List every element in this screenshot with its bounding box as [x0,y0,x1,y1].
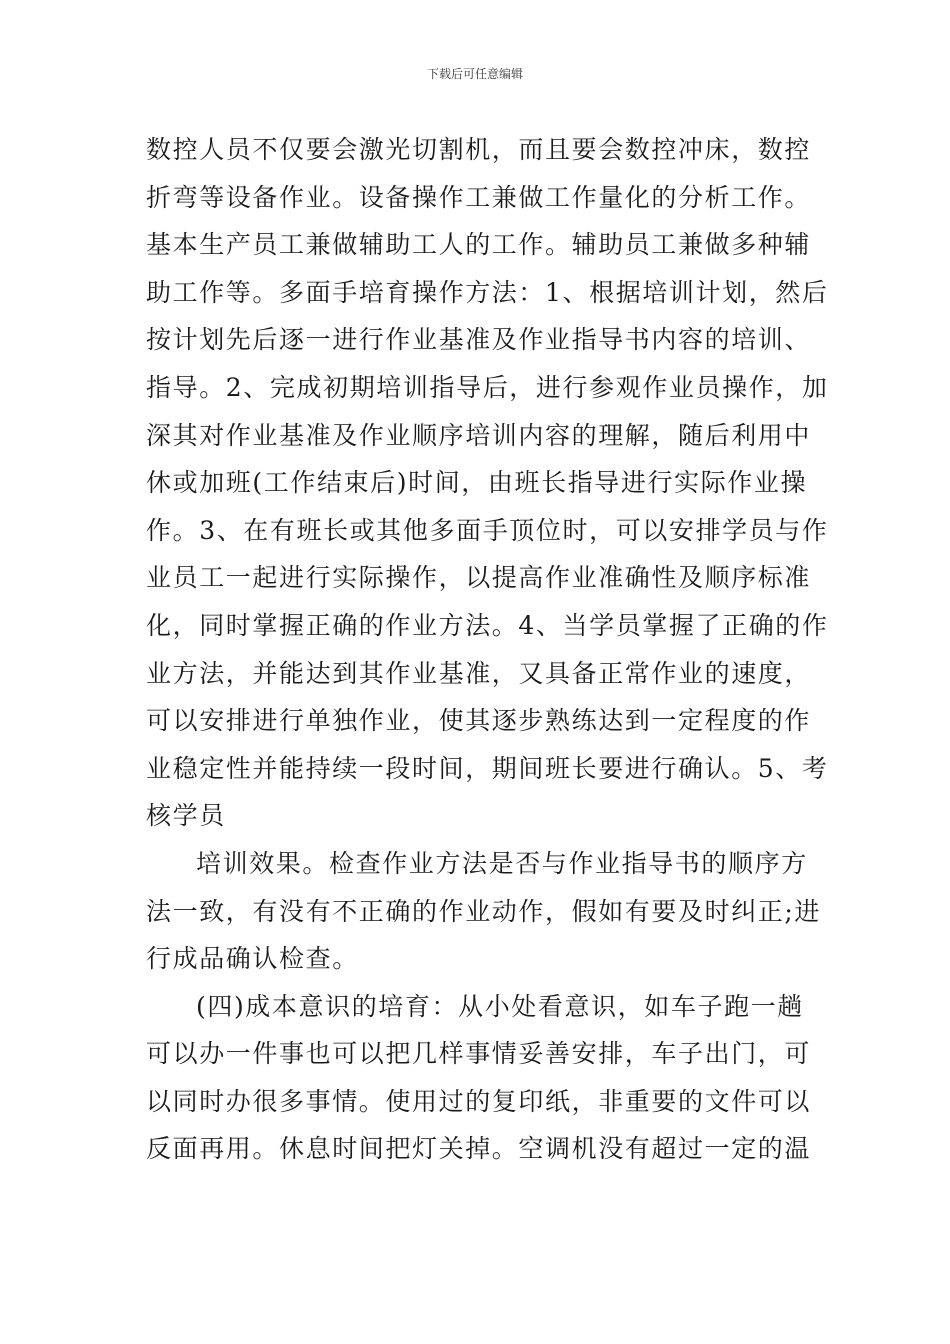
text-line: 业方法，并能达到其作业基准，又具备正常作业的速度， [146,658,812,688]
text-line: 休或加班(工作结束后)时间，由班长指导进行实际作业操 [146,468,808,498]
page-header-note: 下载后可任意编辑 [426,67,523,81]
text-line: 可以办一件事也可以把几样事情妥善安排，车子出门，可 [146,1039,812,1069]
text-line: 行成品确认检查。 [146,944,359,974]
text-line: 折弯等设备作业。设备操作工兼做工作量化的分析工作。 [146,182,812,212]
text-line: 核学员 [146,801,226,831]
paragraph-cost-awareness [146,983,812,1173]
text-line: 指导。2、完成初期培训指导后，进行参观作业员操作，加 [146,372,829,402]
text-line: (四)成本意识的培育：从小处看意识，如车子跑一趟 [196,991,804,1021]
document-body [146,126,829,1173]
text-line: 法一致，有没有不正确的作业动作，假如有要及时纠正;进 [146,896,822,926]
text-line: 业员工一起进行实际操作，以提高作业准确性及顺序标准 [146,563,812,593]
text-line: 深其对作业基准及作业顺序培训内容的理解，随后利用中 [146,420,812,450]
text-line: 业稳定性并能持续一段时间，期间班长要进行确认。5、考 [146,753,829,783]
text-line: 化，同时掌握正确的作业方法。4、当学员掌握了正确的作 [146,610,829,640]
text-line: 数控人员不仅要会激光切割机，而且要会数控冲床，数控 [146,135,812,164]
text-line: 反面再用。休息时间把灯关掉。空调机没有超过一定的温 [146,1134,812,1164]
text-line: 基本生产员工兼做辅助工人的工作。辅助员工兼做多种辅 [146,230,812,260]
text-line: 按计划先后逐一进行作业基准及作业指导书内容的培训、 [146,325,812,355]
text-line: 培训效果。检查作业方法是否与作业指导书的顺序方 [196,848,808,878]
text-line: 以同时办很多事情。使用过的复印纸，非重要的文件可以 [146,1086,812,1116]
text-line: 可以安排进行单独作业，使其逐步熟练达到一定程度的作 [146,706,812,736]
text-line: 助工作等。多面手培育操作方法：1、根据培训计划，然后 [146,277,829,307]
text-line: 作。3、在有班长或其他多面手顶位时，可以安排学员与作 [146,515,829,545]
paragraph-multiskill-training [146,126,829,840]
paragraph-training-effect [146,840,822,983]
